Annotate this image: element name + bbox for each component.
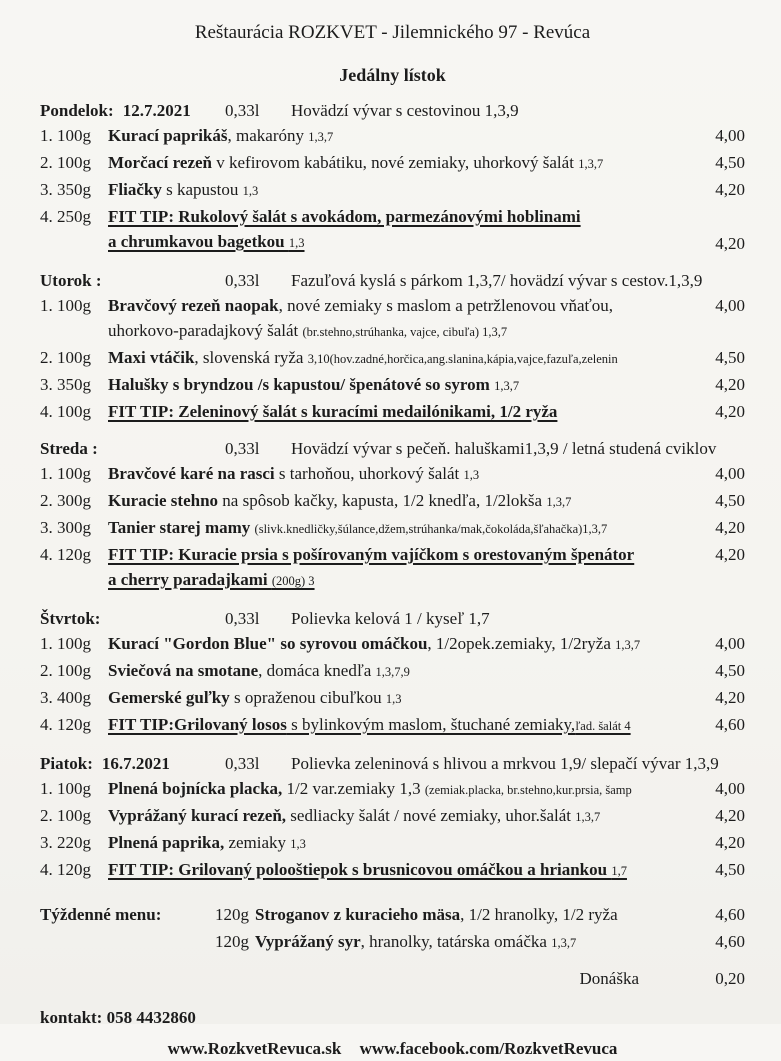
- item-weight: 300g: [57, 491, 91, 510]
- dish-name: Vyprážaný syr: [255, 932, 361, 951]
- dish-description: , 1/2opek.zemiaky, 1/2ryža: [427, 634, 616, 653]
- soup-volume: 0,33l: [225, 754, 260, 773]
- weekly-menu-row: [40, 929, 745, 956]
- item-price: 4,00: [715, 634, 745, 653]
- item-number: [40, 461, 108, 486]
- day-header: [40, 436, 745, 461]
- menu-item-row-fit-tip: [40, 712, 745, 739]
- menu-item-row: [40, 177, 745, 204]
- menu-item-row: [40, 631, 745, 658]
- item-index: 1.: [40, 464, 53, 483]
- delivery-label: Donáška: [579, 969, 639, 988]
- dish-text: [215, 902, 697, 929]
- item-price: 4,60: [715, 932, 745, 951]
- item-number: [40, 542, 108, 567]
- item-price: 4,50: [715, 860, 745, 879]
- dish-text: [108, 293, 697, 345]
- facebook-url: www.facebook.com/RozkvetRevuca: [359, 1039, 618, 1058]
- dish-description: zemiaky: [224, 833, 291, 852]
- item-weight: 120g: [57, 545, 91, 564]
- menu-item-row: [40, 803, 745, 830]
- dish-description: , 1/2 hranolky, 1/2 ryža: [460, 905, 618, 924]
- website-url: www.RozkvetRevuca.sk: [167, 1039, 342, 1058]
- weekly-menu-section: [40, 902, 745, 956]
- item-price: 4,00: [715, 464, 745, 483]
- dish-text: [108, 372, 697, 399]
- allergen-codes: (br.stehno,strúhanka, vajce, cibuľa) 1,3,7: [302, 325, 508, 339]
- item-weight: 350g: [57, 375, 91, 394]
- soup-name: Polievka kelová 1 / kyseľ 1,7: [291, 609, 490, 628]
- item-weight: 220g: [57, 833, 91, 852]
- dish-text: [108, 631, 697, 658]
- soup-name: Hovädzí vývar s pečeň. haluškami1,3,9 / letná studená cviklov: [291, 439, 717, 458]
- dish-name: Fliačky: [108, 180, 162, 199]
- dish-name: Stroganov z kuracieho mäsa: [255, 905, 461, 924]
- delivery-price: 0,20: [715, 969, 745, 988]
- website-urls: [40, 1036, 745, 1061]
- allergen-codes: (200g) 3: [271, 574, 315, 588]
- item-number: [40, 712, 108, 737]
- day-section-pondelok: [40, 98, 745, 256]
- item-index: 4.: [40, 545, 53, 564]
- dish-text: [108, 776, 697, 803]
- day-header: [40, 98, 745, 123]
- item-index: 1.: [40, 779, 53, 798]
- allergen-codes: 1,7: [611, 864, 627, 878]
- item-price: 4,20: [715, 234, 745, 253]
- item-weight: 100g: [57, 153, 91, 172]
- dish-text: [108, 658, 697, 685]
- menu-item-row: [40, 685, 745, 712]
- item-number: [40, 830, 108, 855]
- dish-description: s opraženou cibuľkou: [229, 688, 386, 707]
- day-section-utorok: [40, 268, 745, 424]
- soup-name: Polievka zeleninová s hlivou a mrkvou 1,9/ slepačí vývar 1,3,9: [291, 754, 719, 773]
- menu-item-row: [40, 515, 745, 542]
- item-number: [40, 857, 108, 882]
- item-weight: 120g: [57, 860, 91, 879]
- day-name: Štvrtok:: [40, 609, 101, 628]
- dish-text: [108, 204, 697, 256]
- soup-volume: 0,33l: [225, 609, 260, 628]
- allergen-codes: (slivk.knedličky,šúlance,džem,strúhanka/mak,čokoláda,šľahačka)1,3,7: [254, 522, 608, 536]
- dish-name: FIT TIP:Grilovaný losos: [108, 715, 287, 734]
- allergen-codes: 1,3,7: [578, 157, 604, 171]
- item-index: 2.: [40, 491, 53, 510]
- dish-description: v kefirovom kabátiku, nové zemiaky, uhorkový šalát: [211, 153, 579, 172]
- dish-text: [108, 461, 697, 488]
- item-weight: 100g: [57, 126, 91, 145]
- item-price: 4,20: [715, 180, 745, 199]
- dish-description: 1/2 var.zemiaky 1,3: [282, 779, 425, 798]
- item-number: [40, 399, 108, 424]
- allergen-codes: 1,3,7,9: [375, 665, 410, 679]
- item-weight: 100g: [57, 806, 91, 825]
- dish-name: Sviečová na smotane: [108, 661, 259, 680]
- menu-item-row-fit-tip: [40, 542, 745, 594]
- menu-item-row: [40, 345, 745, 372]
- allergen-codes: ľad. šalát 4: [575, 719, 631, 733]
- dish-text: [108, 712, 697, 739]
- dish-name: Gemerské guľky: [108, 688, 230, 707]
- item-index: 1.: [40, 296, 53, 315]
- item-price: 4,50: [715, 348, 745, 367]
- day-name: Pondelok:: [40, 101, 114, 120]
- item-number: [40, 204, 108, 256]
- dish-name: FIT TIP: Rukolový šalát s avokádom, parmezánovými hoblinami: [108, 207, 581, 226]
- dish-name: Plnená paprika,: [108, 833, 225, 852]
- weekly-menu-label: Týždenné menu:: [40, 905, 162, 924]
- allergen-codes: (zemiak.placka, br.stehno,kur.prsia, šamp: [424, 783, 632, 797]
- dish-name: Kurací "Gordon Blue" so syrovou omáčkou: [108, 634, 428, 653]
- item-weight: 100g: [57, 348, 91, 367]
- dish-name: Halušky s bryndzou /s kapustou/ špenátové so syrom: [108, 375, 490, 394]
- day-name: Utorok :: [40, 271, 102, 290]
- dish-name: Maxi vtáčik: [108, 348, 195, 367]
- day-section-streda: [40, 436, 745, 594]
- item-index: 4.: [40, 402, 53, 421]
- dish-description: na spôsob kačky, kapusta, 1/2 knedľa, 1/2lokša: [218, 491, 547, 510]
- menu-item-row: [40, 776, 745, 803]
- dish-text: [108, 150, 697, 177]
- dish-name: FIT TIP: Grilovaný polooštiepok s brusnicovou omáčkou a hriankou: [108, 860, 612, 879]
- item-price: 4,50: [715, 491, 745, 510]
- item-index: 2.: [40, 661, 53, 680]
- dish-description: s kapustou: [161, 180, 243, 199]
- item-weight: 100g: [57, 661, 91, 680]
- item-index: 3.: [40, 833, 53, 852]
- item-index: 1.: [40, 634, 53, 653]
- allergen-codes: 1,3,7: [615, 638, 641, 652]
- day-label: [40, 751, 225, 776]
- dish-description-continued: uhorkovo-paradajkový šalát: [108, 321, 303, 340]
- soup-volume: 0,33l: [225, 101, 260, 120]
- item-weight: 100g: [57, 464, 91, 483]
- item-price: 4,20: [715, 375, 745, 394]
- day-section-piatok: [40, 751, 745, 884]
- dish-description: , domáca knedľa: [258, 661, 376, 680]
- item-index: 2.: [40, 153, 53, 172]
- dish-text: [108, 857, 697, 884]
- delivery-row: [40, 966, 745, 991]
- dish-name: FIT TIP: Kuracie prsia s pošírovaným vajíčkom s orestovaným špenátor: [108, 545, 635, 564]
- item-number: [40, 776, 108, 801]
- allergen-codes: 1,3,7: [546, 495, 572, 509]
- item-weight: 120g: [215, 905, 249, 924]
- item-index: 3.: [40, 518, 53, 537]
- dish-text: [108, 803, 697, 830]
- dish-description: s bylinkovým maslom, štuchané zemiaky,: [286, 715, 576, 734]
- item-number: [40, 515, 108, 540]
- dish-text: [108, 685, 697, 712]
- day-label: [40, 268, 225, 293]
- soup-volume: 0,33l: [225, 271, 260, 290]
- dish-description: , hranolky, tatárska omáčka: [360, 932, 552, 951]
- soup-volume: 0,33l: [225, 439, 260, 458]
- day-label: [40, 606, 225, 631]
- item-weight: 350g: [57, 180, 91, 199]
- contact-info: kontakt: 058 4432860: [40, 1008, 196, 1027]
- menu-title: Jedálny lístok: [339, 65, 446, 85]
- item-number: [40, 123, 108, 148]
- allergen-codes: 1,3: [385, 692, 402, 706]
- dish-name-continued: a chrumkavou bagetkou: [108, 232, 289, 251]
- item-price: 4,20: [715, 688, 745, 707]
- item-weight: 250g: [57, 207, 91, 226]
- day-date: 12.7.2021: [122, 101, 191, 120]
- item-price: 4,20: [715, 806, 745, 825]
- allergen-codes: 3,10(hov.zadné,horčica,ang.slanina,kápia,vajce,fazuľa,zelenin: [307, 352, 618, 366]
- item-price: 4,20: [715, 518, 745, 537]
- item-price: 4,50: [715, 153, 745, 172]
- item-number: [40, 150, 108, 175]
- item-number: [40, 488, 108, 513]
- menu-item-row: [40, 372, 745, 399]
- day-name: Streda :: [40, 439, 98, 458]
- menu-item-row-fit-tip: [40, 399, 745, 424]
- dish-name: Kurací paprikáš: [108, 126, 228, 145]
- item-weight: 100g: [57, 296, 91, 315]
- item-weight: 400g: [57, 688, 91, 707]
- dish-text: [108, 542, 697, 594]
- item-price: 4,00: [715, 296, 745, 315]
- dish-text: [108, 177, 697, 204]
- dish-name: Morčací rezeň: [108, 153, 212, 172]
- dish-text: [108, 123, 697, 150]
- item-number: [40, 685, 108, 710]
- item-number: [40, 372, 108, 397]
- soup-name: Fazuľová kyslá s párkom 1,3,7/ hovädzí vývar s cestov.1,3,9: [291, 271, 703, 290]
- menu-item-row-fit-tip: [40, 857, 745, 884]
- dish-text: [108, 830, 697, 857]
- day-label: [40, 98, 225, 123]
- item-number: [40, 658, 108, 683]
- dish-text: [108, 488, 697, 515]
- dish-description: sedliacky šalát / nové zemiaky, uhor.šalát: [286, 806, 576, 825]
- menu-item-row: [40, 123, 745, 150]
- day-header: [40, 751, 745, 776]
- item-price: 4,00: [715, 779, 745, 798]
- item-price: 4,20: [715, 833, 745, 852]
- dish-description: , slovenská ryža: [194, 348, 308, 367]
- item-number: [40, 293, 108, 318]
- dish-description: s tarhoňou, uhorkový šalát: [274, 464, 464, 483]
- dish-name: Vyprážaný kurací rezeň,: [108, 806, 287, 825]
- day-name: Piatok:: [40, 754, 93, 773]
- item-price: 4,60: [715, 715, 745, 734]
- allergen-codes: 1,3,7: [308, 130, 334, 144]
- item-index: 4.: [40, 860, 53, 879]
- dish-name: Bravčové karé na rasci: [108, 464, 275, 483]
- dish-description: , nové zemiaky s maslom a petržlenovou vňaťou,: [278, 296, 614, 315]
- day-date: 16.7.2021: [101, 754, 170, 773]
- weekly-menu-row: [40, 902, 745, 929]
- item-index: 1.: [40, 126, 53, 145]
- item-number: [40, 345, 108, 370]
- item-index: 3.: [40, 180, 53, 199]
- dish-name: Bravčový rezeň naopak: [108, 296, 279, 315]
- day-header: [40, 606, 745, 631]
- dish-name: Kuracie stehno: [108, 491, 219, 510]
- item-number: [40, 631, 108, 656]
- item-price: 4,50: [715, 661, 745, 680]
- dish-name: Plnená bojnícka placka,: [108, 779, 283, 798]
- menu-item-row: [40, 150, 745, 177]
- dish-text: [108, 515, 697, 542]
- day-header: [40, 268, 745, 293]
- item-index: 3.: [40, 375, 53, 394]
- allergen-codes: 1,3,7: [551, 936, 577, 950]
- item-index: 2.: [40, 806, 53, 825]
- allergen-codes: 1,3,7: [494, 379, 520, 393]
- item-weight: 120g: [57, 715, 91, 734]
- item-price: 4,60: [715, 905, 745, 924]
- day-section-stvrtok: [40, 606, 745, 739]
- item-weight: 100g: [57, 634, 91, 653]
- menu-item-row: [40, 461, 745, 488]
- menu-item-row: [40, 488, 745, 515]
- menu-item-row: [40, 830, 745, 857]
- item-number: [40, 177, 108, 202]
- item-price: 4,20: [715, 402, 745, 421]
- dish-name: Tanier starej mamy: [108, 518, 251, 537]
- item-index: 2.: [40, 348, 53, 367]
- dish-name-continued: a cherry paradajkami: [108, 570, 272, 589]
- menu-item-row: [40, 658, 745, 685]
- dish-text: [215, 929, 697, 956]
- menu-item-row: [40, 293, 745, 345]
- dish-name: FIT TIP: Zeleninový šalát s kuracími medailónikami, 1/2 ryža: [108, 402, 558, 421]
- item-index: 4.: [40, 715, 53, 734]
- allergen-codes: 1,3: [290, 837, 306, 851]
- allergen-codes: 1,3: [463, 468, 480, 482]
- dish-text: [108, 345, 697, 372]
- item-price: 4,00: [715, 126, 745, 145]
- page-title: Reštaurácia ROZKVET - Jilemnického 97 - Revúca: [194, 22, 591, 43]
- item-index: 4.: [40, 207, 53, 226]
- item-price: 4,20: [715, 545, 745, 564]
- item-weight: 100g: [57, 402, 91, 421]
- item-number: [40, 803, 108, 828]
- allergen-codes: 1,3: [288, 236, 305, 250]
- item-weight: 300g: [57, 518, 91, 537]
- soup-name: Hovädzí vývar s cestovinou 1,3,9: [291, 101, 519, 120]
- item-index: 3.: [40, 688, 53, 707]
- dish-description: , makaróny: [227, 126, 309, 145]
- dish-text: [108, 399, 697, 424]
- item-weight: 120g: [215, 932, 249, 951]
- item-weight: 100g: [57, 779, 91, 798]
- allergen-codes: 1,3: [242, 184, 259, 198]
- menu-item-row-fit-tip: [40, 204, 745, 256]
- allergen-codes: 1,3,7: [575, 810, 601, 824]
- day-label: [40, 436, 225, 461]
